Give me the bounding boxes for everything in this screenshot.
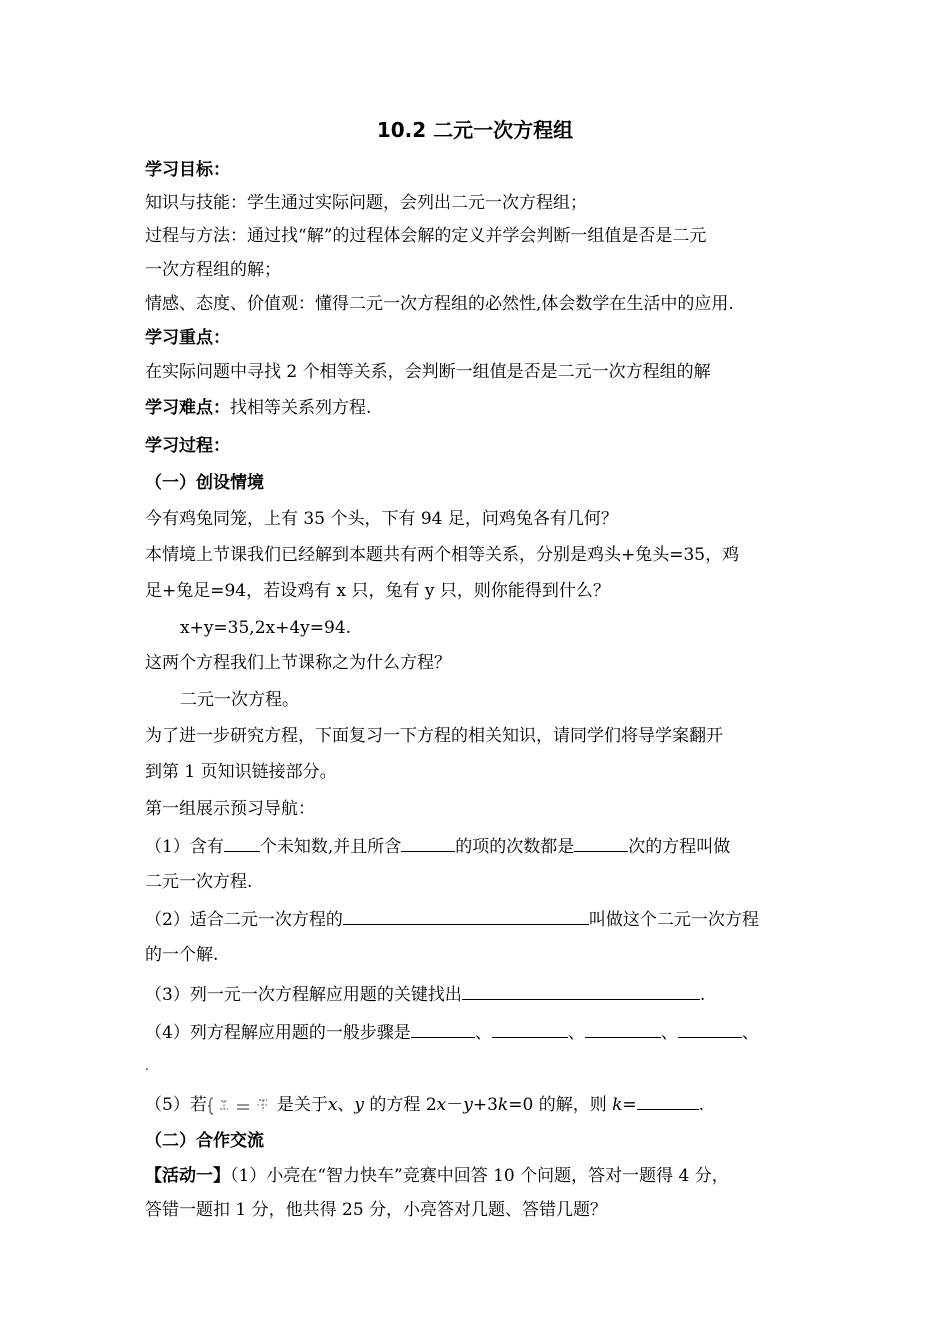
key-points-heading: 学习重点：	[145, 328, 230, 348]
fill-blank[interactable]	[224, 833, 260, 852]
difficulty-line	[145, 396, 371, 420]
objective-attitude: 情感、态度、价值观：懂得二元一次方程组的必然性,体会数学在生活中的应用.	[145, 294, 734, 314]
item-1-line1: （1）含有 个未知数,并且所含 的项的次数都是 次的方程叫做	[145, 833, 730, 859]
difficulty-text: 找相等关系列方程.	[230, 398, 372, 418]
item-5-line: （5）若 是关于x、y 的方程 2x－y+3k=0 的解，则 k= .	[145, 1091, 704, 1117]
group-line: 第一组展示预习导航：	[145, 799, 315, 819]
difficulty-heading: 学习难点：	[145, 398, 230, 418]
activity-line1: 【活动一】（1）小亮在“智力快车”竞赛中回答 10 个问题，答对一题得 4 分，	[145, 1166, 729, 1186]
answer-line: 二元一次方程。	[180, 690, 299, 710]
item-4-line: （4）列方程解应用题的一般步骤是 、 、 、 、	[145, 1019, 759, 1045]
objective-process-line1: 过程与方法：通过找“解”的过程体会解的定义并学会判断一组值是否是二元	[145, 226, 707, 246]
fill-blank[interactable]	[411, 1019, 475, 1038]
section-heading-2: （二）合作交流	[145, 1131, 264, 1151]
review-line1: 为了进一步研究方程，下面复习一下方程的相关知识，请同学们将导学案翻开	[145, 726, 723, 746]
equation-line: x+y=35,2x+4y=94.	[180, 618, 352, 638]
question-line: 这两个方程我们上节课称之为什么方程？	[145, 653, 451, 673]
problem-text: 今有鸡兔同笼，上有 35 个头，下有 94 足，问鸡兔各有几何？	[145, 509, 618, 529]
key-points-text: 在实际问题中寻找 2 个相等关系，会判断一组值是否是二元一次方程组的解	[145, 362, 711, 382]
fill-blank[interactable]	[637, 1091, 699, 1110]
fill-blank[interactable]	[574, 833, 628, 852]
fill-blank[interactable]	[462, 981, 700, 1000]
review-line2: 到第 1 页知识链接部分。	[145, 762, 337, 782]
objective-process-line2: 一次方程组的解；	[145, 260, 281, 280]
objective-knowledge: 知识与技能：学生通过实际问题，会列出二元一次方程组；	[145, 193, 587, 213]
context-line2: 足+兔足=94，若设鸡有 x 只，兔有 y 只，则你能得到什么？	[145, 581, 610, 601]
section-heading-1: （一）创设情境	[145, 473, 264, 493]
equation-system-image	[207, 1095, 277, 1117]
objectives-heading: 学习目标：	[145, 160, 230, 180]
item-4-end: .	[145, 1059, 149, 1073]
fill-blank[interactable]	[678, 1019, 742, 1038]
process-heading: 学习过程：	[145, 436, 230, 456]
activity-line2: 答错一题扣 1 分，他共得 25 分，小亮答对几题、答错几题？	[145, 1200, 608, 1220]
page-title: 10.2 二元一次方程组	[376, 118, 574, 142]
fill-blank[interactable]	[401, 833, 455, 852]
item-1-line2: 二元一次方程.	[145, 872, 253, 892]
context-line1: 本情境上节课我们已经解到本题共有两个相等关系，分别是鸡头+兔头=35，鸡	[145, 545, 740, 565]
activity-label: 【活动一】	[145, 1166, 230, 1186]
item-3-line: （3）列一元一次方程解应用题的关键找出 .	[145, 981, 705, 1007]
fill-blank[interactable]	[585, 1019, 661, 1038]
item-2-line1: （2）适合二元一次方程的 叫做这个二元一次方程	[145, 906, 759, 932]
fill-blank[interactable]	[343, 906, 589, 925]
item-2-line2: 的一个解.	[145, 945, 219, 965]
fill-blank[interactable]	[492, 1019, 568, 1038]
